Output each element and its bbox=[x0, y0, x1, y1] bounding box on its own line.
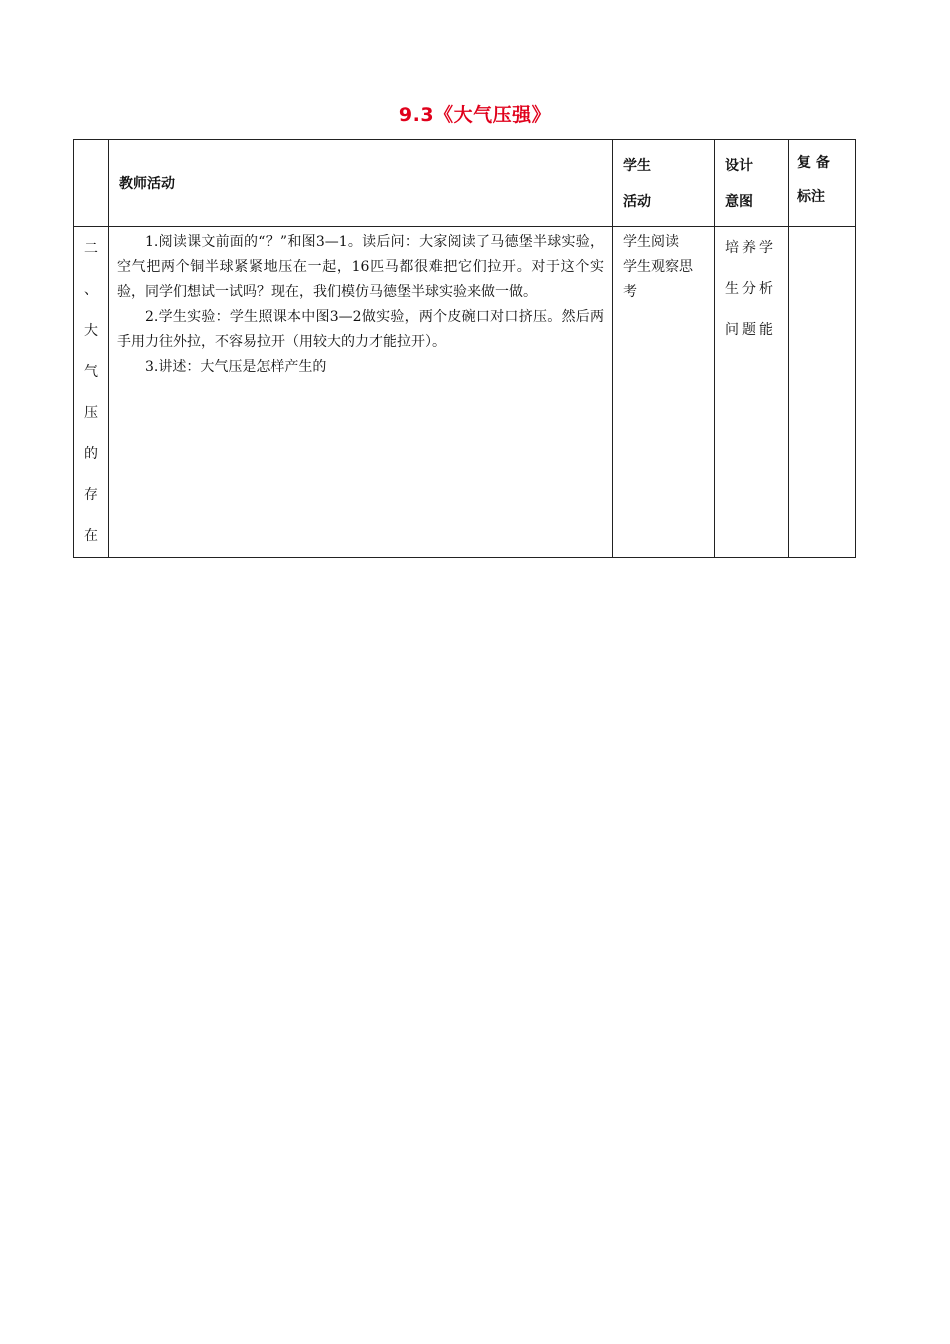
header-student-activity bbox=[613, 140, 715, 227]
header-teacher-activity: 教师活动 bbox=[109, 140, 613, 227]
table-row bbox=[74, 227, 856, 558]
design-line: 问题能 bbox=[725, 322, 776, 338]
review-notes-cell bbox=[789, 227, 856, 558]
header-review-char1: 复 bbox=[797, 155, 811, 171]
student-line: 考 bbox=[623, 284, 637, 300]
section-char: 二 bbox=[84, 241, 98, 257]
lesson-plan-table bbox=[73, 139, 856, 558]
header-student-line1: 学生 bbox=[623, 158, 651, 174]
table-header-row bbox=[74, 140, 856, 227]
section-char: 在 bbox=[84, 528, 98, 544]
header-design-line1: 设计 bbox=[725, 158, 753, 174]
student-line: 学生观察思 bbox=[623, 259, 693, 275]
design-line: 生分析 bbox=[725, 281, 776, 297]
header-review-char2: 备 bbox=[815, 155, 830, 171]
teacher-activity-cell bbox=[109, 227, 613, 558]
design-intent-cell bbox=[715, 227, 789, 558]
teacher-paragraph: 3.讲述：大气压是怎样产生的 bbox=[145, 359, 327, 375]
header-review-notes bbox=[789, 140, 856, 227]
teacher-paragraph: 1.阅读课文前面的“？”和图3—1。读后问：大家阅读了马德堡半球实验，空气把两个铜半球紧紧地压在一起，16匹马都很难把它们拉开。对于这个实验，同学们想试一试吗？现在，我们模仿马德堡半球实验来做一做。 bbox=[117, 234, 604, 300]
header-student-line2: 活动 bbox=[623, 194, 651, 210]
section-char: 、 bbox=[84, 282, 98, 298]
section-char: 压 bbox=[84, 405, 98, 421]
header-section-cell bbox=[74, 140, 109, 227]
header-design-intent bbox=[715, 140, 789, 227]
section-char: 的 bbox=[84, 446, 98, 462]
section-char: 存 bbox=[84, 487, 98, 503]
student-activity-cell bbox=[613, 227, 715, 558]
section-char: 气 bbox=[84, 364, 98, 380]
document-title: 9.3《大气压强》 bbox=[398, 104, 552, 126]
teacher-paragraph: 2.学生实验：学生照课本中图3—2做实验，两个皮碗口对口挤压。然后两手用力往外拉，不容易拉开（用较大的力才能拉开）。 bbox=[117, 309, 604, 350]
header-design-line2: 意图 bbox=[725, 194, 753, 210]
student-line: 学生阅读 bbox=[623, 234, 679, 250]
section-char: 大 bbox=[84, 323, 98, 339]
section-title-cell bbox=[74, 227, 109, 558]
design-line: 培养学 bbox=[725, 240, 776, 256]
header-review-line2: 标注 bbox=[797, 189, 825, 205]
